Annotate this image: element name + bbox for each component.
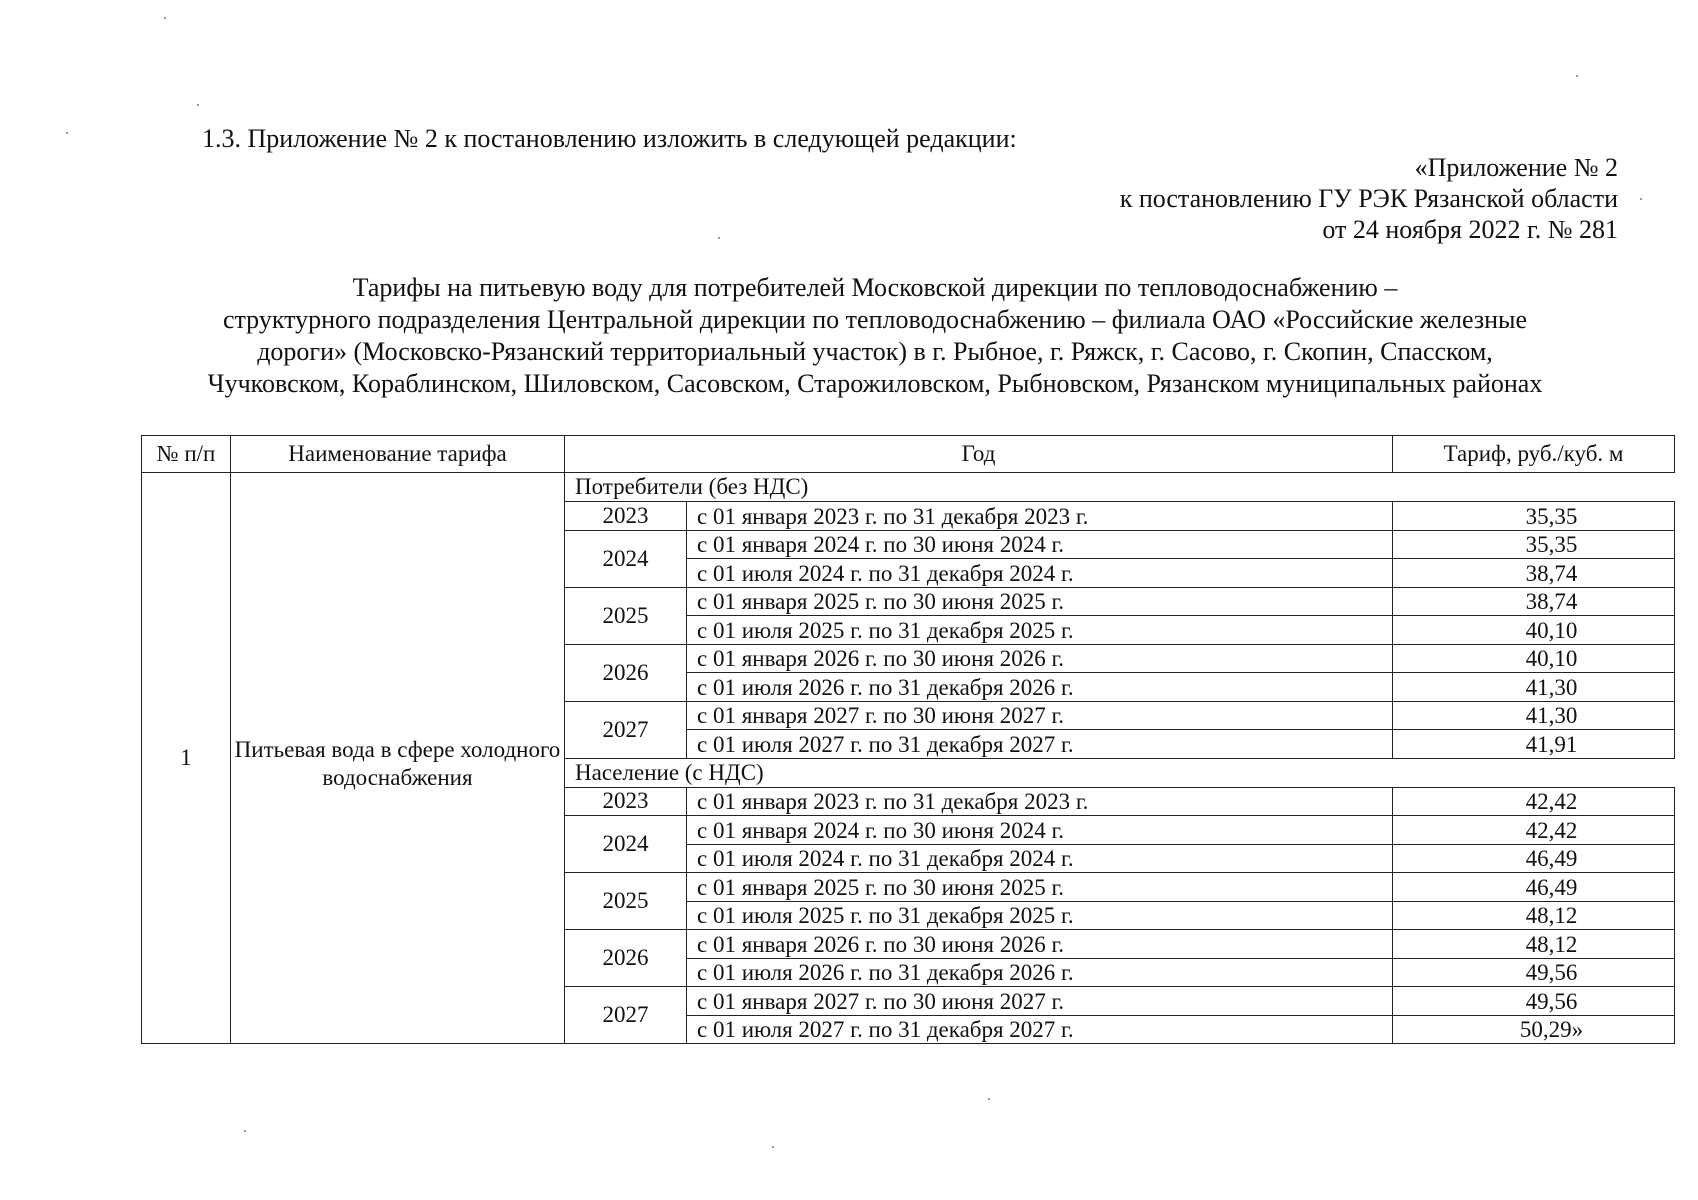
scan-speck (772, 1146, 774, 1148)
period-cell: с 01 января 2026 г. по 30 июня 2026 г. (687, 930, 1393, 959)
tariff-value-cell: 41,91 (1393, 730, 1675, 759)
year-cell: 2023 (565, 502, 687, 531)
tariff-value-cell: 49,56 (1393, 987, 1675, 1016)
period-cell: с 01 января 2025 г. по 30 июня 2025 г. (687, 587, 1393, 616)
period-cell: с 01 января 2027 г. по 30 июня 2027 г. (687, 987, 1393, 1016)
period-cell: с 01 июля 2024 г. по 31 декабря 2024 г. (687, 559, 1393, 588)
appendix-line-1: «Приложение № 2 (1414, 153, 1618, 182)
tariff-value-cell: 35,35 (1393, 530, 1675, 559)
tariff-value-cell: 46,49 (1393, 844, 1675, 873)
year-cell: 2025 (565, 587, 687, 644)
scan-speck (66, 132, 68, 134)
tariff-value-cell: 40,10 (1393, 616, 1675, 645)
tariff-value-cell: 46,49 (1393, 873, 1675, 902)
tariff-name: Питьевая вода в сфере холодного водоснабжения (231, 473, 565, 1044)
period-cell: с 01 января 2026 г. по 30 июня 2026 г. (687, 644, 1393, 673)
scan-speck (1640, 198, 1642, 200)
year-cell: 2026 (565, 930, 687, 987)
scan-speck (244, 1130, 246, 1132)
year-cell: 2027 (565, 987, 687, 1044)
tariff-value-cell: 38,74 (1393, 559, 1675, 588)
period-cell: с 01 июля 2026 г. по 31 декабря 2026 г. (687, 673, 1393, 702)
period-cell: с 01 января 2023 г. по 31 декабря 2023 г. (687, 787, 1393, 816)
scan-speck (197, 104, 199, 106)
title-line-4: Чучковском, Кораблинском, Шиловском, Сасовском, Старожиловском, Рыбновском, Рязанском муниципальных районах (207, 369, 1543, 398)
scan-speck (1576, 75, 1578, 77)
tariff-value-cell: 50,29» (1393, 1015, 1675, 1044)
tariff-value-cell: 38,74 (1393, 587, 1675, 616)
title-line-3: дороги» (Московско-Рязанский территориальный участок) в г. Рыбное, г. Ряжск, г. Сасово, г. Скопин, Спасском, (257, 337, 1493, 366)
period-cell: с 01 января 2023 г. по 31 декабря 2023 г. (687, 502, 1393, 531)
tariff-value-cell: 40,10 (1393, 644, 1675, 673)
period-cell: с 01 января 2025 г. по 30 июня 2025 г. (687, 873, 1393, 902)
title-line-2: структурного подразделения Центральной дирекции по тепловодоснабжению – филиала ОАО «Российские железные (222, 305, 1528, 334)
tariff-value-cell: 42,42 (1393, 816, 1675, 845)
tariff-value-cell: 48,12 (1393, 901, 1675, 930)
year-cell: 2024 (565, 816, 687, 873)
period-cell: с 01 января 2027 г. по 30 июня 2027 г. (687, 701, 1393, 730)
header-name: Наименование тарифа (231, 436, 565, 473)
period-cell: с 01 июля 2025 г. по 31 декабря 2025 г. (687, 616, 1393, 645)
period-cell: с 01 июля 2027 г. по 31 декабря 2027 г. (687, 730, 1393, 759)
scan-speck (164, 17, 166, 19)
appendix-line-2: к постановлению ГУ РЭК Рязанской области (1119, 184, 1618, 213)
year-cell: 2025 (565, 873, 687, 930)
header-tariff: Тариф, руб./куб. м (1393, 436, 1675, 473)
tariff-table-body (142, 473, 1675, 1044)
group-row (142, 473, 1675, 502)
tariff-value-cell: 42,42 (1393, 787, 1675, 816)
title-line-1: Тарифы на питьевую воду для потребителей Московской дирекции по тепловодоснабжению – (352, 273, 1398, 302)
period-cell: с 01 января 2024 г. по 30 июня 2024 г. (687, 530, 1393, 559)
tariff-value-cell: 49,56 (1393, 958, 1675, 987)
year-cell: 2023 (565, 787, 687, 816)
intro-paragraph: 1.3. Приложение № 2 к постановлению изложить в следующей редакции: (202, 124, 1017, 153)
tariff-value-cell: 35,35 (1393, 502, 1675, 531)
scan-speck (718, 237, 720, 239)
appendix-header (1120, 152, 1618, 245)
scan-speck (988, 1098, 990, 1100)
tariff-table (141, 435, 1675, 1044)
period-cell: с 01 июля 2024 г. по 31 декабря 2024 г. (687, 844, 1393, 873)
group-label: Население (с НДС) (565, 758, 1675, 787)
row-number: 1 (142, 473, 231, 1044)
header-num: № п/п (142, 436, 231, 473)
group-label: Потребители (без НДС) (565, 473, 1675, 502)
tariff-value-cell: 41,30 (1393, 673, 1675, 702)
period-cell: с 01 июля 2027 г. по 31 декабря 2027 г. (687, 1015, 1393, 1044)
year-cell: 2026 (565, 644, 687, 701)
year-cell: 2027 (565, 701, 687, 758)
period-cell: с 01 января 2024 г. по 30 июня 2024 г. (687, 816, 1393, 845)
year-cell: 2024 (565, 530, 687, 587)
period-cell: с 01 июля 2026 г. по 31 декабря 2026 г. (687, 958, 1393, 987)
header-year: Год (565, 436, 1393, 473)
appendix-line-3: от 24 ноября 2022 г. № 281 (1322, 215, 1618, 244)
document-title (100, 272, 1650, 400)
period-cell: с 01 июля 2025 г. по 31 декабря 2025 г. (687, 901, 1393, 930)
tariff-value-cell: 41,30 (1393, 701, 1675, 730)
tariff-value-cell: 48,12 (1393, 930, 1675, 959)
